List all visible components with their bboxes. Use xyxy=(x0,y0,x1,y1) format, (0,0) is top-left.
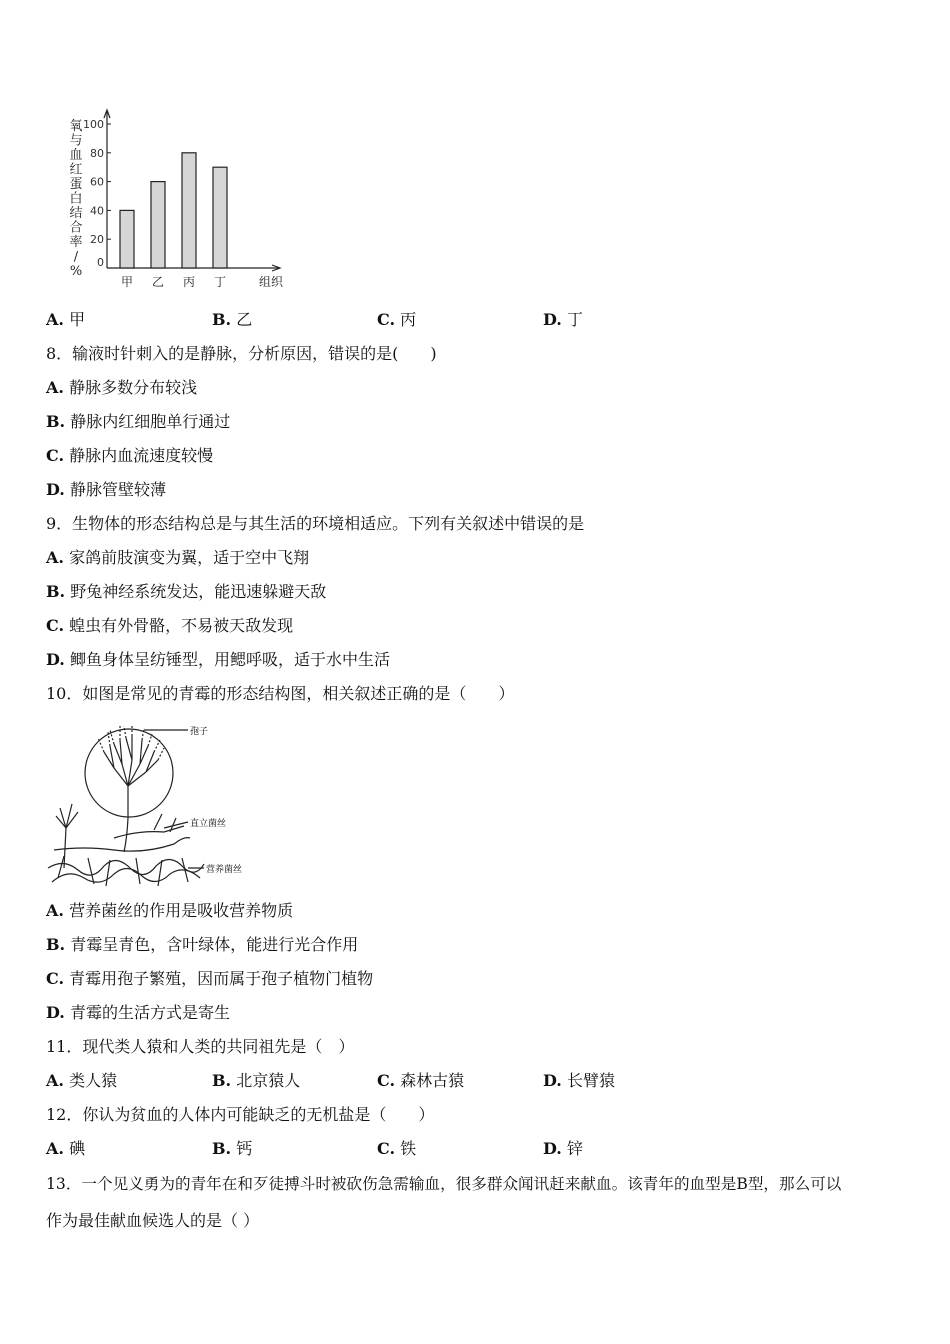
x-axis-label: 组织 xyxy=(259,275,284,289)
q12-option-b[interactable]: B. 钙 xyxy=(212,1139,253,1158)
y-label-char: 结 xyxy=(69,206,83,221)
q11-option-c[interactable]: C. 森林古猿 xyxy=(377,1071,465,1090)
y-tick-label: 80 xyxy=(90,146,104,160)
x-category-label: 丁 xyxy=(213,275,227,289)
q9-option-d[interactable]: D. 鲫鱼身体呈纺锤型，用鳃呼吸，适于水中生活 xyxy=(46,650,390,669)
label-spore: 孢子 xyxy=(190,727,209,737)
label-nutrient-hyphae: 营养菌丝 xyxy=(206,865,243,875)
q10-option-d[interactable]: D. 青霉的生活方式是寄生 xyxy=(46,1003,230,1022)
q7-option-b[interactable]: B. 乙 xyxy=(212,310,253,329)
q7-option-c[interactable]: C. 丙 xyxy=(377,310,417,329)
x-category-label: 乙 xyxy=(151,275,165,289)
chart-y-axis-label xyxy=(69,119,82,279)
q11-stem: 11．现代类人猿和人类的共同祖先是（ ） xyxy=(46,1037,355,1056)
q10-stem: 10．如图是常见的青霉的形态结构图，相关叙述正确的是（ ） xyxy=(46,684,515,703)
y-tick-label: 40 xyxy=(90,204,104,218)
q8-option-c[interactable]: C. 静脉内血流速度较慢 xyxy=(46,446,214,465)
x-category-label: 甲 xyxy=(120,275,134,289)
bar-4 xyxy=(213,167,227,268)
q12-stem: 12．你认为贫血的人体内可能缺乏的无机盐是（ ） xyxy=(46,1105,435,1124)
y-tick-label: 100 xyxy=(83,118,104,131)
y-tick-label-zero: 0 xyxy=(97,256,104,269)
bar-3 xyxy=(182,153,196,268)
q9-stem: 9．生物体的形态结构总是与其生活的环境相适应。下列有关叙述中错误的是 xyxy=(46,514,585,533)
q12-option-c[interactable]: C. 铁 xyxy=(377,1139,417,1158)
q12-option-d[interactable]: D. 锌 xyxy=(543,1139,583,1158)
q10-option-a[interactable]: A. 营养菌丝的作用是吸收营养物质 xyxy=(46,901,294,920)
penicillium-structure-figure xyxy=(44,718,244,890)
q10-option-b[interactable]: B. 青霉呈青色，含叶绿体，能进行光合作用 xyxy=(46,935,359,954)
y-tick-label: 60 xyxy=(90,175,104,189)
q11-option-b[interactable]: B. 北京猿人 xyxy=(212,1071,301,1090)
y-label-char: 合 xyxy=(69,220,83,236)
q8-option-a[interactable]: A. 静脉多数分布较浅 xyxy=(46,378,198,397)
y-label-char: 与 xyxy=(69,133,83,149)
q8-option-d[interactable]: D. 静脉管壁较薄 xyxy=(46,480,166,499)
y-label-char: 红 xyxy=(69,162,83,178)
y-label-char: / xyxy=(73,249,79,265)
q7-option-a[interactable]: A. 甲 xyxy=(46,310,86,329)
q9-option-b[interactable]: B. 野兔神经系统发达，能迅速躲避天敌 xyxy=(46,582,327,601)
y-tick-label: 20 xyxy=(90,233,104,247)
q8-option-b[interactable]: B. 静脉内红细胞单行通过 xyxy=(46,412,231,431)
x-category-label: 丙 xyxy=(182,275,196,289)
q12-option-a[interactable]: A. 碘 xyxy=(46,1139,86,1158)
q13-stem-line1: 13．一个见义勇为的青年在和歹徒搏斗时被砍伤急需输血，很多群众闻讯赶来献血。该青年的血型是B型，那么可以 xyxy=(46,1175,842,1193)
y-label-char: 血 xyxy=(69,148,83,163)
label-upright-hyphae: 直立菌丝 xyxy=(190,819,227,829)
q13-stem-line2: 作为最佳献血候选人的是（ ） xyxy=(46,1211,260,1230)
q11-option-d[interactable]: D. 长臂猿 xyxy=(543,1071,615,1090)
y-label-char: 率 xyxy=(69,235,83,250)
magnification-circle xyxy=(85,729,173,817)
bar-1 xyxy=(120,210,134,268)
q7-option-d[interactable]: D. 丁 xyxy=(543,310,583,329)
y-label-char: % xyxy=(69,264,83,279)
oxygen-binding-bar-chart xyxy=(60,100,290,300)
y-label-char: 蛋 xyxy=(69,177,83,192)
bar-2 xyxy=(151,182,165,268)
q9-option-a[interactable]: A. 家鸽前肢演变为翼，适于空中飞翔 xyxy=(46,548,310,567)
y-label-char: 氧 xyxy=(69,119,83,134)
y-label-char: 白 xyxy=(69,191,83,207)
q8-stem: 8．输液时针刺入的是静脉，分析原因，错误的是( ) xyxy=(46,344,437,363)
q9-option-c[interactable]: C. 蝗虫有外骨骼，不易被天敌发现 xyxy=(46,616,294,635)
q11-option-a[interactable]: A. 类人猿 xyxy=(46,1071,118,1090)
q10-option-c[interactable]: C. 青霉用孢子繁殖，因而属于孢子植物门植物 xyxy=(46,969,374,988)
